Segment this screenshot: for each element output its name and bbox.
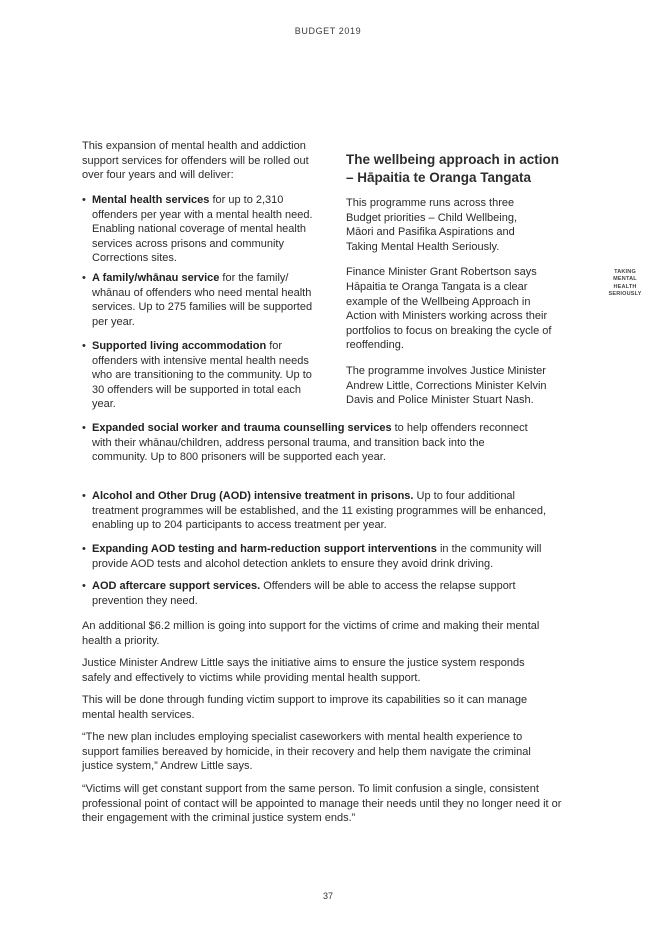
bullet-heading: Supported living accommodation [92,340,267,352]
bullet-heading: Mental health services [92,194,210,206]
list-item [82,271,318,331]
list-item [82,193,318,265]
sidebox-title-line: – Hāpaitia te Oranga Tangata [346,170,532,185]
page-number: 37 [322,891,333,901]
sidebox-title-line: The wellbeing approach in action [346,152,560,167]
body-paragraph: This will be done through funding victim support to improve its capabilities so it can manage mental health services. [82,694,528,721]
list-item [82,542,550,572]
bullet-icon: • [82,194,86,206]
bullet-heading: Expanding AOD testing and harm-reduction support interventions [92,543,437,555]
bullet-text: Offenders will be able to access the relapse support prevention they need. [92,580,516,607]
bullet-icon: • [82,340,86,352]
intro-paragraph: This expansion of mental health and addiction support services for offenders will be rolled out over four years and will deliver: [82,140,309,182]
bullet-text: in the community will provide AOD tests and alcohol detection anklets to ensure they avoid drink driving. [92,543,542,570]
sidebox [346,151,586,408]
list-item [82,421,550,481]
bullet-text: for offenders with intensive mental health needs who are transitioning to the community. Up to 30 offenders will be supported in total each year. [92,340,312,411]
bullet-heading: A family/whānau service [92,272,220,284]
list-item [82,489,550,534]
list-item [82,339,318,411]
list-item [82,579,550,609]
section-tag-line: HEALTH [613,283,637,290]
body-paragraph: Justice Minister Andrew Little says the initiative aims to ensure the justice system responds safely and effectively to victims while providing mental health support. [82,657,525,684]
bullet-text: for the family/ whānau of offenders who need mental health services. Up to 275 families will be supported per year. [92,272,313,328]
sidebox-paragraph: This programme runs across three Budget priorities – Child Wellbeing, Māori and Pasifika Aspirations and Taking Mental Health Seriously. [346,197,517,253]
bullet-icon: • [82,422,86,434]
bullet-text: Up to four additional treatment programmes will be established, and the 11 existing programmes will be enhanced, enabling up to 204 participants to access treatment per year. [92,490,547,532]
body-paragraph: An additional $6.2 million is going into support for the victims of crime and making their mental health a priority. [82,620,540,647]
sidebox-title [346,151,586,187]
body-paragraph: “The new plan includes employing specialist caseworkers with mental health experience to support families bereaved by homicide, in their recovery and help them navigate the criminal justice system,” Andrew Little says. [82,731,531,773]
bullet-text: for up to 2,310 offenders per year with a mental health need. Enabling national coverage of mental health services across prisons and community Corrections sites. [92,194,313,265]
section-tag-line: SERIOUSLY [608,291,642,298]
section-tag-line: MENTAL [613,276,637,283]
bullet-icon: • [82,543,86,555]
bullet-heading: Alcohol and Other Drug (AOD) intensive treatment in prisons. [92,490,414,502]
bullet-icon: • [82,272,86,284]
bullet-heading: Expanded social worker and trauma counselling services [92,422,392,434]
sidebox-paragraph: Finance Minister Grant Robertson says Hāpaitia te Oranga Tangata is a clear example of the Wellbeing Approach in Action with Ministers working across their portfolios to focus on breaking the cycle of reoffending. [346,266,552,352]
section-tag [600,269,650,299]
bullet-text: to help offenders reconnect with their whānau/children, address personal trauma, and transition back into the community. Up to 800 prisoners will be supported each year. [92,422,528,464]
bullet-icon: • [82,490,86,502]
bullet-heading: AOD aftercare support services. [92,580,261,592]
sidebox-paragraph: The programme involves Justice Minister Andrew Little, Corrections Minister Kelvin Davis and Police Minister Stuart Nash. [346,364,547,407]
bullet-icon: • [82,580,86,592]
page-header: BUDGET 2019 [294,26,362,36]
body-paragraph: “Victims will get constant support from the same person. To limit confusion a single, consistent professional point of contact will be appointed to manage their needs until they no longer need it or their engagement with the criminal justice system ends.” [82,783,562,825]
section-tag-line: TAKING [614,269,636,275]
